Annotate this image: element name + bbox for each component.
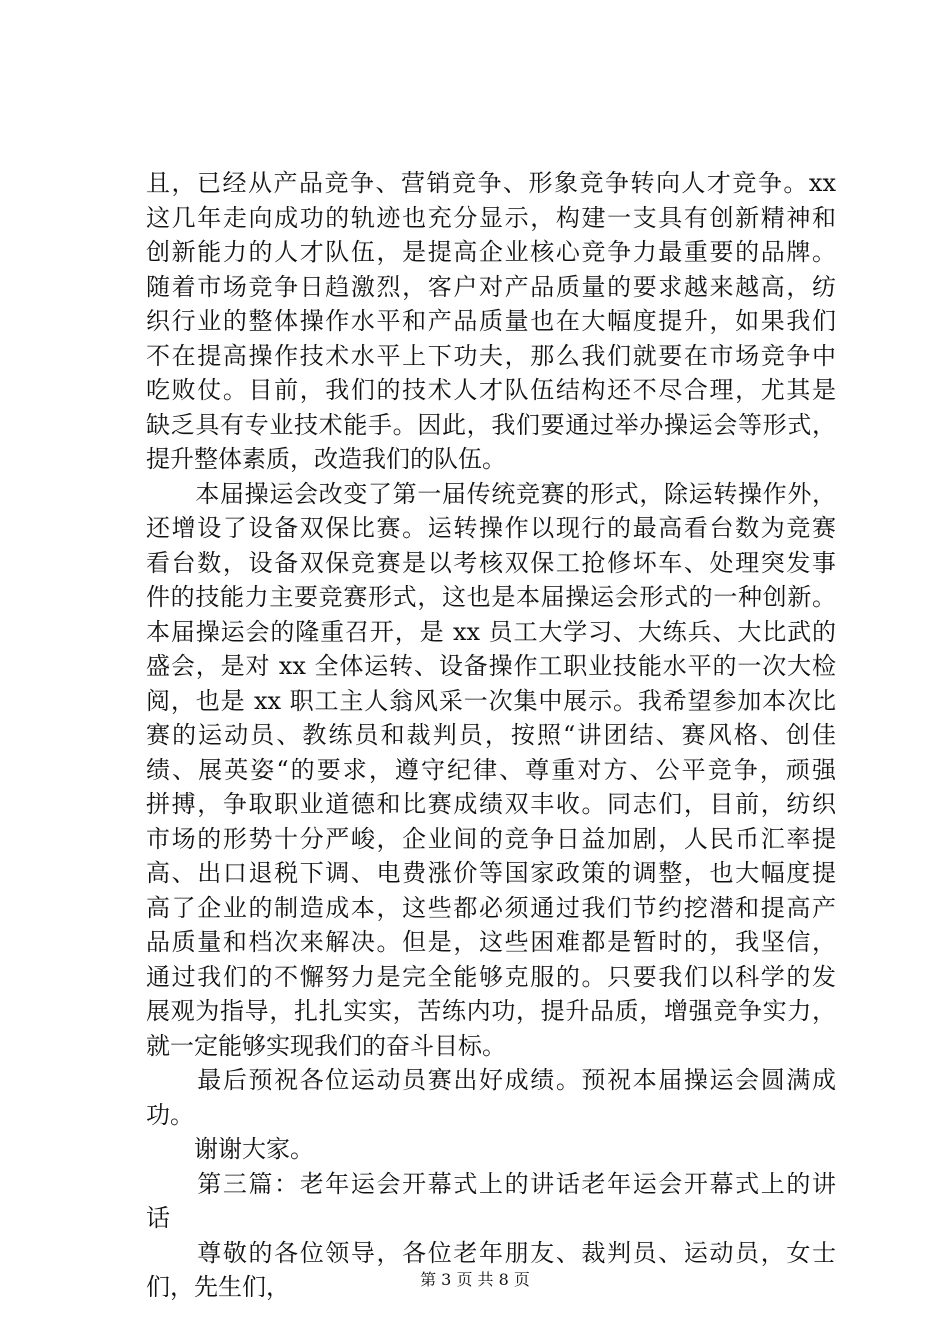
- text-line: 看台数，设备双保竞赛是以考核双保工抢修坏车、处理突发事: [146, 548, 836, 577]
- text-line: 还增设了设备双保比赛。运转操作以现行的最高看台数为竞赛: [146, 514, 836, 542]
- text-line: 就一定能够实现我们的奋斗目标。: [146, 1031, 506, 1060]
- text-line: 提升整体素质，改造我们的队伍。: [146, 445, 506, 473]
- text-line: 随着市场竞争日趋激烈，客户对产品质量的要求越来越高，纺: [146, 272, 836, 301]
- text-line: 高了企业的制造成本，这些都必须通过我们节约挖潜和提高产: [146, 893, 836, 922]
- text-line: 功。: [146, 1100, 194, 1129]
- text-line: 拼搏，争取职业道德和比赛成绩双丰收。同志们，目前，纺织: [146, 790, 836, 818]
- page-footer: 第 3 页 共 8 页: [420, 1270, 530, 1289]
- text-line: 件的技能力主要竞赛形式，这也是本届操运会形式的一种创新。: [146, 583, 836, 611]
- text-line: 们，先生们，: [146, 1273, 290, 1301]
- text-line: 吃败仗。目前，我们的技术人才队伍结构还不尽合理，尤其是: [146, 376, 836, 404]
- text-line: 通过我们的不懈努力是完全能够克服的。只要我们以科学的发: [146, 962, 836, 991]
- text-line: 创新能力的人才队伍，是提高企业核心竞争力最重要的品牌。: [146, 238, 836, 266]
- document-body: [146, 166, 836, 1305]
- text-line: 织行业的整体操作水平和产品质量也在大幅度提升，如果我们: [146, 307, 836, 335]
- text-line: 尊敬的各位领导，各位老年朋友、裁判员、运动员，女士: [146, 1238, 836, 1267]
- text-line: 绩、展英姿“的要求，遵守纪律、尊重对方、公平竞争，顽强: [146, 755, 836, 784]
- text-line: 最后预祝各位运动员赛出好成绩。预祝本届操运会圆满成: [146, 1066, 836, 1094]
- text-line: 这几年走向成功的轨迹也充分显示，构建一支具有创新精神和: [146, 203, 836, 232]
- text-line: 谢谢大家。: [146, 1135, 314, 1163]
- text-line: 缺乏具有专业技术能手。因此，我们要通过举办操运会等形式，: [146, 410, 836, 439]
- text-line: 不在提高操作技术水平上下功夫，那么我们就要在市场竞争中: [146, 341, 836, 370]
- text-line: 话: [146, 1204, 170, 1232]
- text-line: 阅，也是 xx 职工主人翁风采一次集中展示。我希望参加本次比: [146, 686, 836, 715]
- text-line: 赛的运动员、教练员和裁判员，按照“讲团结、赛风格、创佳: [146, 721, 836, 749]
- text-line: 市场的形势十分严峻，企业间的竞争日益加剧，人民币汇率提: [146, 824, 836, 853]
- text-line: 盛会，是对 xx 全体运转、设备操作工职业技能水平的一次大检: [146, 652, 836, 680]
- text-line: 且，已经从产品竞争、营销竞争、形象竞争转向人才竞争。xx: [146, 169, 836, 197]
- text-line: 本届操运会改变了第一届传统竞赛的形式，除运转操作外，: [146, 479, 836, 508]
- text-line: 品质量和档次来解决。但是，这些困难都是暂时的，我坚信，: [146, 928, 836, 956]
- text-line: 第三篇：老年运会开幕式上的讲话老年运会开幕式上的讲: [146, 1169, 836, 1198]
- text-line: 高、出口退税下调、电费涨价等国家政策的调整，也大幅度提: [146, 859, 836, 887]
- text-line: 本届操运会的隆重召开，是 xx 员工大学习、大练兵、大比武的: [146, 617, 836, 646]
- text-line: 展观为指导，扎扎实实，苦练内功，提升品质，增强竞争实力，: [146, 997, 836, 1025]
